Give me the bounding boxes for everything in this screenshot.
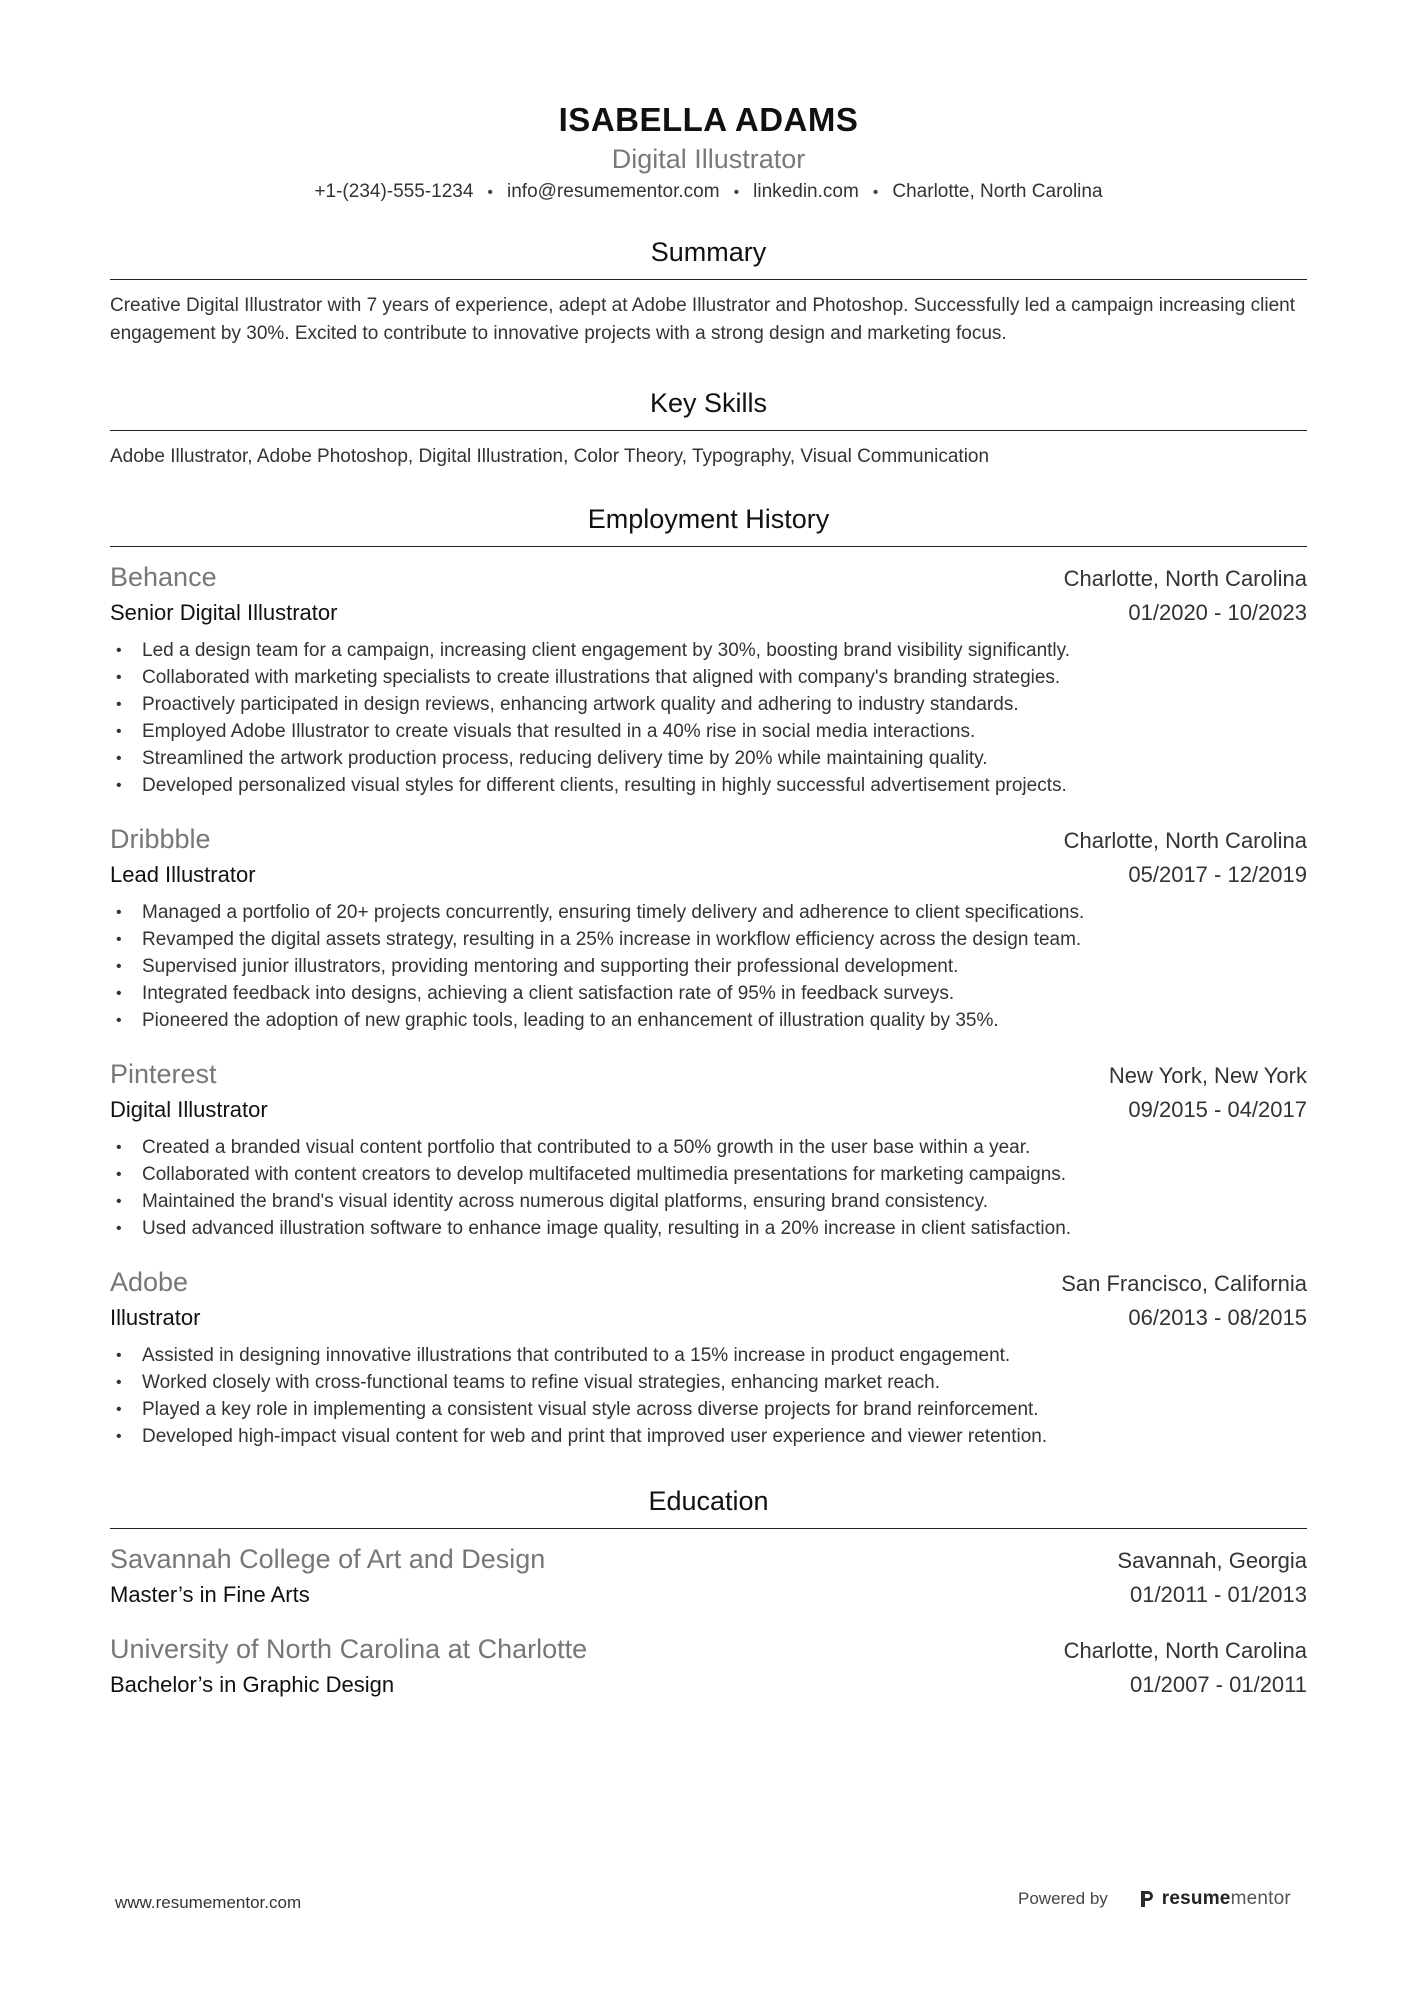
job-dates: 01/2020 - 10/2023 [1128, 600, 1307, 625]
school-location: Charlotte, North Carolina [1063, 1638, 1307, 1663]
degree: Master’s in Fine Arts [110, 1582, 310, 1607]
bullet-item [110, 1161, 1307, 1188]
job-title: Lead Illustrator [110, 862, 256, 887]
education-header-row [110, 1541, 1307, 1579]
contact-location: Charlotte, North Carolina [892, 181, 1103, 202]
bullet-item [110, 664, 1307, 691]
education-dates: 01/2011 - 01/2013 [1130, 1582, 1307, 1607]
bullet-item [110, 772, 1307, 799]
bullet-text: Created a branded visual content portfolio that contributed to a 50% growth in the user base within a year. [142, 1137, 1031, 1158]
bullet-text: Developed personalized visual styles for different clients, resulting in highly successful advertisement projects. [142, 775, 1067, 796]
job-entry [110, 559, 1307, 799]
bullet-dot: • [116, 1374, 122, 1391]
job-bullets [110, 1134, 1307, 1242]
school-name: Savannah College of Art and Design [110, 1544, 546, 1574]
company-name: Pinterest [110, 1059, 217, 1089]
job-header-row [110, 821, 1307, 859]
bullet-item [110, 1342, 1307, 1369]
job-location: Charlotte, North Carolina [1063, 566, 1307, 591]
bullet-text: Developed high-impact visual content for web and print that improved user experience and viewer retention. [142, 1426, 1048, 1447]
contact-email: info@resumementor.com [507, 181, 720, 202]
brand-wordmark-light: mentor [1230, 1888, 1291, 1909]
bullet-item [110, 691, 1307, 718]
bullet-dot: • [116, 1220, 122, 1237]
bullet-text: Worked closely with cross-functional teams to refine visual strategies, enhancing market reach. [142, 1372, 941, 1393]
bullet-dot: • [116, 1428, 122, 1445]
job-header-row [110, 1056, 1307, 1094]
brand-wordmark [1162, 1888, 1291, 1910]
resume-header [110, 0, 1307, 207]
employment-section [110, 502, 1307, 1450]
company-name: Adobe [110, 1267, 189, 1297]
job-location: Charlotte, North Carolina [1063, 828, 1307, 853]
bullet-text: Proactively participated in design reviews, enhancing artwork quality and adhering to industry standards. [142, 694, 1019, 715]
company-name: Dribbble [110, 824, 211, 854]
education-degree-row [110, 1579, 1307, 1611]
contact-phone: +1-(234)-555-1234 [314, 181, 474, 202]
brand-wordmark-bold: resume [1161, 1888, 1231, 1909]
brand-logo [1138, 1888, 1291, 1910]
job-title: Digital Illustrator [110, 1097, 268, 1122]
bullet-dot: • [116, 696, 122, 713]
education-list [110, 1541, 1307, 1701]
bullet-item [110, 1369, 1307, 1396]
bullet-dot: • [116, 1139, 122, 1156]
job-title: Senior Digital Illustrator [110, 600, 338, 625]
summary-section [110, 235, 1307, 348]
job-entry [110, 821, 1307, 1034]
bullet-item [110, 926, 1307, 953]
bullet-item [110, 953, 1307, 980]
bullet-text: Managed a portfolio of 20+ projects concurrently, ensuring timely delivery and adherence to client specifications. [142, 902, 1085, 923]
education-dates: 01/2007 - 01/2011 [1130, 1672, 1307, 1697]
skills-text: Adobe Illustrator, Adobe Photoshop, Digital Illustration, Color Theory, Typography, Visual Communication [110, 446, 990, 467]
bullet-text: Used advanced illustration software to enhance image quality, resulting in a 20% increase in client satisfaction. [142, 1218, 1072, 1239]
resume-page [110, 0, 1307, 1701]
summary-text: Creative Digital Illustrator with 7 years of experience, adept at Adobe Illustrator and Photoshop. Successfully led a campaign increasing client engagement by 30%. Excited to contribute to innovative projects with a strong design and marketing focus. [110, 295, 1295, 344]
resumementor-logo-icon [1138, 1889, 1156, 1909]
bullet-text: Pioneered the adoption of new graphic tools, leading to an enhancement of illustration quality by 35%. [142, 1010, 999, 1031]
bullet-item [110, 1215, 1307, 1242]
bullet-dot: • [116, 1012, 122, 1029]
bullet-item [110, 1188, 1307, 1215]
job-dates: 09/2015 - 04/2017 [1128, 1097, 1307, 1122]
bullet-text: Assisted in designing innovative illustrations that contributed to a 15% increase in product engagement. [142, 1345, 1011, 1366]
bullet-dot: • [116, 723, 122, 740]
bullet-dot: • [116, 931, 122, 948]
bullet-item [110, 745, 1307, 772]
company-name: Behance [110, 562, 217, 592]
bullet-dot: • [116, 1193, 122, 1210]
footer-branding [1018, 1888, 1291, 1910]
bullet-item [110, 1007, 1307, 1034]
job-list [110, 559, 1307, 1450]
candidate-title: Digital Illustrator [611, 144, 806, 174]
job-role-row [110, 597, 1307, 629]
contact-linkedin: linkedin.com [753, 181, 859, 202]
job-dates: 06/2013 - 08/2015 [1128, 1305, 1307, 1330]
education-degree-row [110, 1669, 1307, 1701]
job-role-row [110, 1302, 1307, 1334]
job-location: San Francisco, California [1061, 1271, 1307, 1296]
school-name: University of North Carolina at Charlotte [110, 1634, 588, 1664]
education-header-row [110, 1631, 1307, 1669]
bullet-item [110, 980, 1307, 1007]
bullet-item [110, 1423, 1307, 1450]
bullet-dot: • [116, 904, 122, 921]
job-role-row [110, 1094, 1307, 1126]
powered-by-label: Powered by [1018, 1889, 1108, 1908]
job-entry [110, 1264, 1307, 1450]
contact-separator: • [487, 184, 494, 201]
bullet-text: Maintained the brand's visual identity across numerous digital platforms, ensuring brand consistency. [142, 1191, 989, 1212]
job-header-row [110, 1264, 1307, 1302]
bullet-text: Led a design team for a campaign, increasing client engagement by 30%, boosting brand visibility significantly. [142, 640, 1071, 661]
bullet-text: Integrated feedback into designs, achieving a client satisfaction rate of 95% in feedback surveys. [142, 983, 955, 1004]
bullet-dot: • [116, 1166, 122, 1183]
bullet-text: Collaborated with content creators to develop multifaceted multimedia presentations for marketing campaigns. [142, 1164, 1067, 1185]
contact-line [110, 178, 1307, 207]
job-entry [110, 1056, 1307, 1242]
education-heading: Education [110, 1484, 1307, 1529]
bullet-dot: • [116, 985, 122, 1002]
bullet-dot: • [116, 777, 122, 794]
bullet-text: Supervised junior illustrators, providing mentoring and supporting their professional development. [142, 956, 959, 977]
degree: Bachelor’s in Graphic Design [110, 1672, 395, 1697]
school-location: Savannah, Georgia [1117, 1548, 1307, 1573]
bullet-text: Employed Adobe Illustrator to create visuals that resulted in a 40% rise in social media interactions. [142, 721, 976, 742]
bullet-dot: • [116, 1347, 122, 1364]
job-location: New York, New York [1108, 1063, 1307, 1088]
candidate-name: ISABELLA ADAMS [558, 101, 859, 138]
education-section [110, 1484, 1307, 1701]
employment-heading: Employment History [110, 502, 1307, 547]
footer-website: www.resumementor.com [115, 1893, 302, 1912]
summary-heading: Summary [110, 235, 1307, 280]
contact-separator: • [872, 184, 879, 201]
bullet-item [110, 718, 1307, 745]
bullet-item [110, 899, 1307, 926]
skills-section [110, 386, 1307, 471]
job-bullets [110, 899, 1307, 1034]
education-entry [110, 1631, 1307, 1701]
bullet-text: Streamlined the artwork production process, reducing delivery time by 20% while maintaining quality. [142, 748, 988, 769]
bullet-item [110, 637, 1307, 664]
bullet-text: Played a key role in implementing a consistent visual style across diverse projects for brand reinforcement. [142, 1399, 1039, 1420]
skills-heading: Key Skills [110, 386, 1307, 431]
bullet-dot: • [116, 958, 122, 975]
job-bullets [110, 637, 1307, 799]
job-role-row [110, 859, 1307, 891]
bullet-text: Collaborated with marketing specialists to create illustrations that aligned with company's branding strategies. [142, 667, 1061, 688]
bullet-dot: • [116, 642, 122, 659]
job-title: Illustrator [110, 1305, 201, 1330]
job-header-row [110, 559, 1307, 597]
bullet-item [110, 1396, 1307, 1423]
job-bullets [110, 1342, 1307, 1450]
bullet-item [110, 1134, 1307, 1161]
bullet-dot: • [116, 750, 122, 767]
bullet-text: Revamped the digital assets strategy, resulting in a 25% increase in workflow efficiency across the design team. [142, 929, 1082, 950]
contact-separator: • [733, 184, 740, 201]
bullet-dot: • [116, 1401, 122, 1418]
job-dates: 05/2017 - 12/2019 [1128, 862, 1307, 887]
bullet-dot: • [116, 669, 122, 686]
education-entry [110, 1541, 1307, 1611]
